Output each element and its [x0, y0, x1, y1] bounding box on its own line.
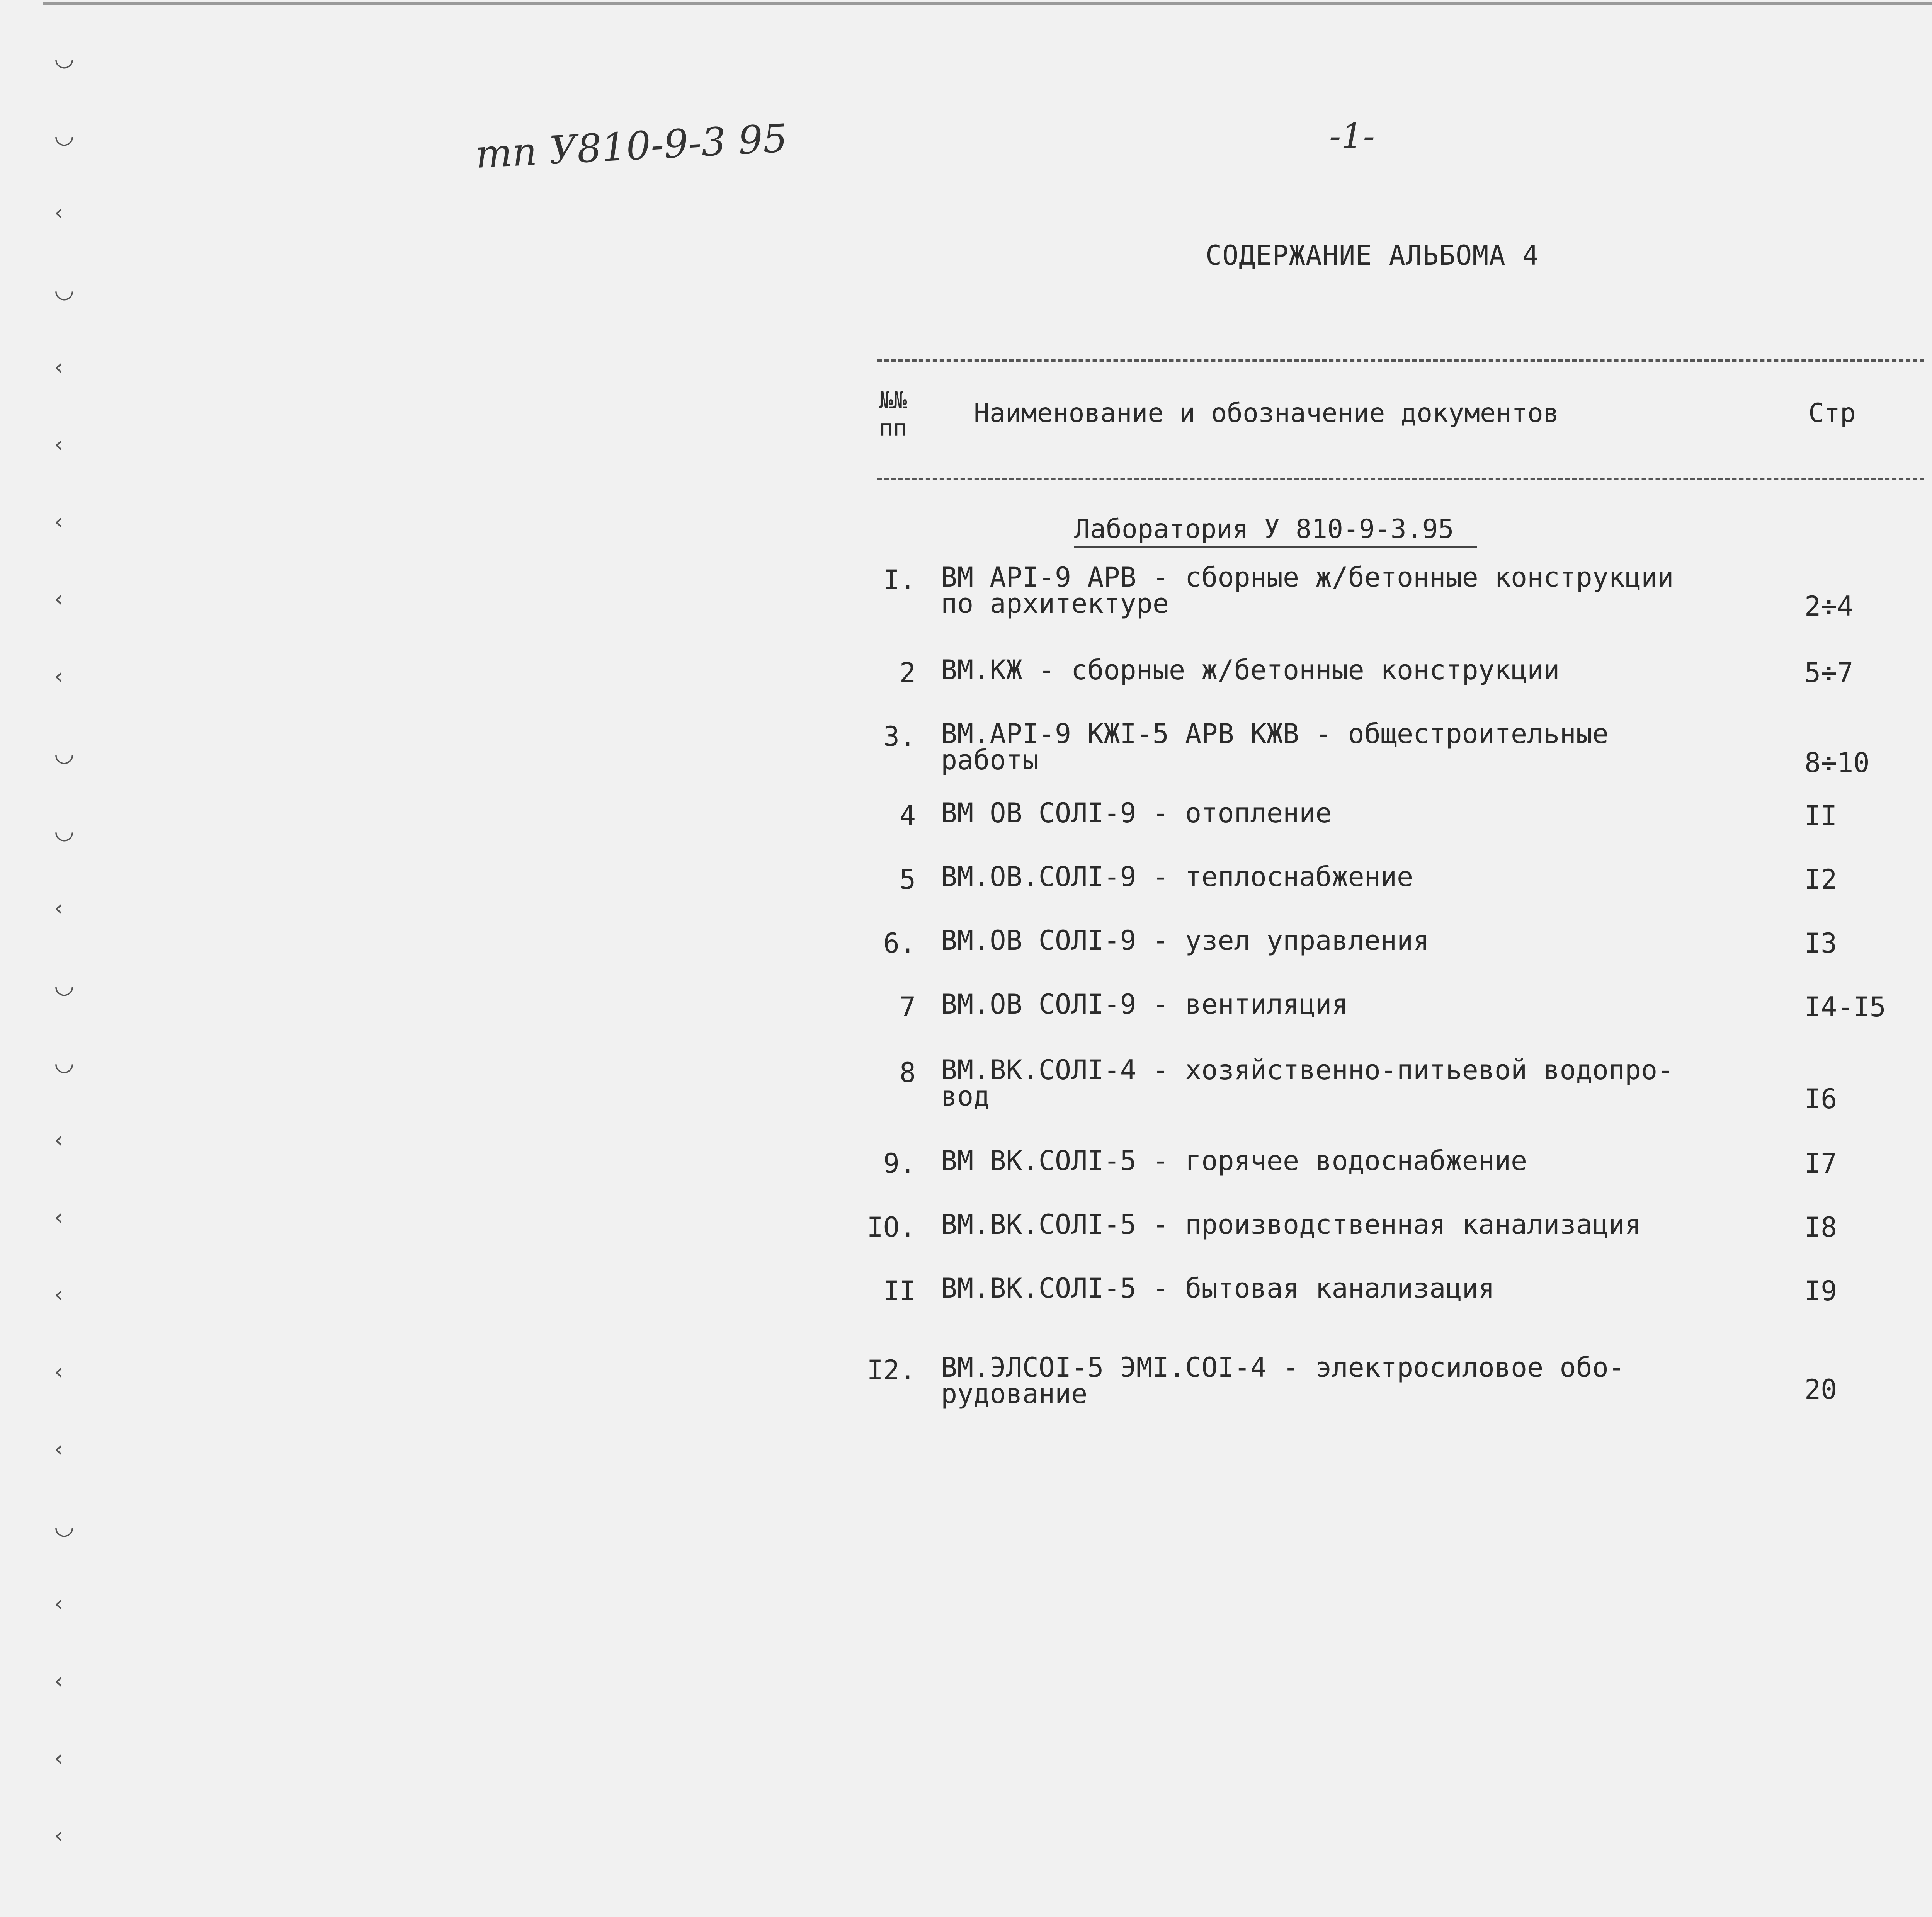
row-page: I3 [1804, 927, 1837, 959]
row-page: 2÷4 [1804, 590, 1854, 622]
page-title: СОДЕРЖАНИЕ АЛЬБОМА 4 [1206, 240, 1539, 271]
row-page: I9 [1804, 1275, 1837, 1307]
row-number: II [883, 1275, 916, 1307]
handwritten-project-code: тп У810-9-3 95 [474, 115, 789, 177]
row-name-line1: ВМ.АРI-9 КЖI-5 АРВ КЖВ - общестроительные [941, 718, 1609, 750]
row-number: I2. [867, 1354, 916, 1386]
row-number: 6. [883, 927, 916, 959]
row-name-line2: по архитектуре [941, 588, 1169, 619]
top-border-line [43, 2, 1932, 5]
row-page: I6 [1804, 1083, 1837, 1115]
row-name-line1: ВМ ОВ СОЛI-9 - отопление [941, 797, 1332, 829]
row-name-line1: ВМ ВК.СОЛI-5 - горячее водоснабжение [941, 1145, 1527, 1177]
row-page: 8÷10 [1804, 747, 1870, 779]
row-name [941, 718, 1752, 776]
row-number: 9. [883, 1148, 916, 1179]
row-number: 7 [899, 991, 916, 1023]
row-name [941, 988, 1752, 1020]
row-page: I4-I5 [1804, 991, 1886, 1023]
row-number: I. [883, 564, 916, 596]
row-name [941, 1352, 1752, 1410]
row-page: I2 [1804, 864, 1837, 895]
section-heading: Лаборатория У 810-9-3.95 [1074, 514, 1477, 548]
row-number: 3. [883, 721, 916, 752]
row-name [941, 1272, 1752, 1304]
row-name-line1: ВМ.ВК.СОЛI-4 - хозяйственно-питьевой водопро- [941, 1054, 1674, 1086]
row-number: 5 [899, 864, 916, 895]
row-number: 2 [899, 657, 916, 689]
table-top-rule [877, 359, 1924, 362]
row-name-line1: ВМ АРI-9 АРВ - сборные ж/бетонные конструкции [941, 561, 1674, 593]
row-name-line1: ВМ.ОВ.СОЛI-9 - теплоснабжение [941, 861, 1413, 893]
table-header-rule [877, 478, 1924, 480]
row-name-line1: ВМ.ВК.СОЛI-5 - бытовая канализация [941, 1272, 1495, 1304]
row-name-line1: ВМ.КЖ - сборные ж/бетонные конструкции [941, 654, 1560, 686]
row-page: I8 [1804, 1211, 1837, 1243]
row-name-line2: вод [941, 1080, 990, 1112]
column-header-page: Стр [1808, 398, 1856, 429]
row-page: 5÷7 [1804, 657, 1854, 689]
row-name [941, 861, 1752, 893]
row-name [941, 1145, 1752, 1177]
row-page: II [1804, 800, 1837, 832]
column-header-name: Наименование и обозначение документов [974, 398, 1559, 429]
row-name-line1: ВМ.ЭЛСОI-5 ЭМI.СОI-4 - электросиловое обо- [941, 1352, 1625, 1383]
row-name-line2: работы [941, 744, 1039, 776]
row-name [941, 927, 1752, 954]
column-header-number: №№ пп [879, 387, 907, 442]
row-number: IO. [867, 1211, 916, 1243]
left-punch-marks: ◡ ◡ ‹ ◡ ‹ ‹ ‹ ‹ ‹ ◡ ◡ ‹ ◡ ◡ ‹ ‹ ‹ ‹ ‹ ◡ ‹ ‹ ‹ ‹ [54, 44, 75, 1849]
row-name [941, 1211, 1752, 1238]
row-name-line1: ВМ.ОВ СОЛI-9 - вентиляция [941, 988, 1348, 1020]
row-number: 8 [899, 1057, 916, 1089]
row-name [941, 797, 1752, 829]
row-name-line2: рудование [941, 1378, 1088, 1410]
row-name-line1: ВМ.ОВ СОЛI-9 - узел управления [941, 925, 1430, 956]
row-name-line1: ВМ.ВК.СОЛI-5 - производственная канализация [941, 1209, 1641, 1240]
row-number: 4 [899, 800, 916, 832]
handwritten-page-number: -1- [1329, 116, 1375, 156]
row-page: I7 [1804, 1148, 1837, 1179]
row-name [941, 654, 1752, 686]
row-name [941, 1054, 1752, 1112]
row-page: 20 [1804, 1374, 1837, 1405]
row-name [941, 561, 1752, 619]
